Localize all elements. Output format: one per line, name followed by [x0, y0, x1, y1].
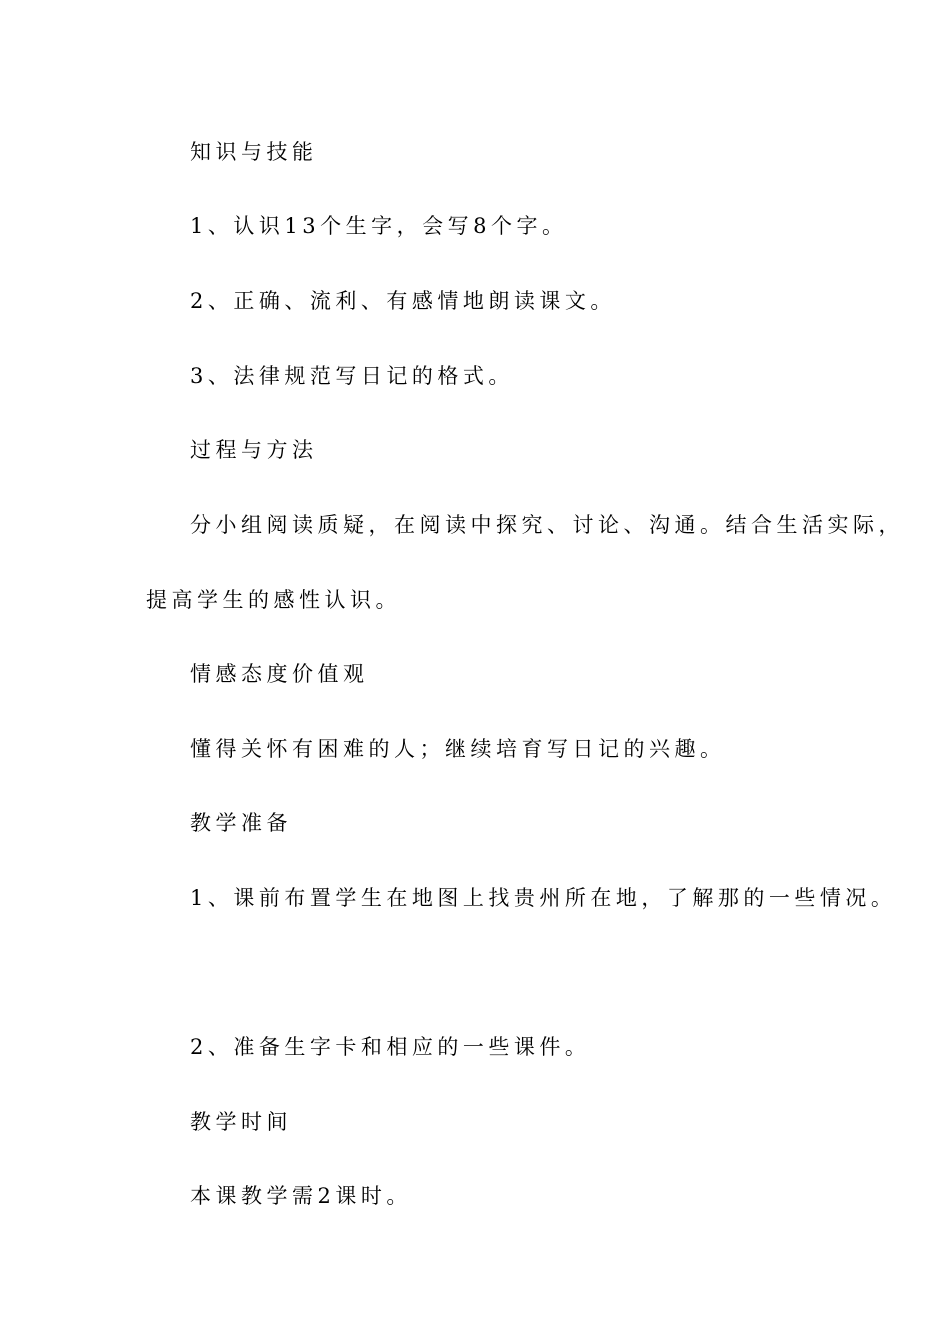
paragraph-line: 提高学生的感性认识。 [146, 588, 401, 612]
section-heading-teaching-time: 教学时间 [190, 1110, 292, 1134]
paragraph-line: 3、法律规范写日记的格式。 [190, 364, 514, 388]
paragraph-line: 分小组阅读质疑，在阅读中探究、讨论、沟通。结合生活实际， [190, 513, 904, 537]
paragraph-line: 懂得关怀有困难的人；继续培育写日记的兴趣。 [190, 737, 726, 761]
section-heading-process-method: 过程与方法 [190, 438, 318, 462]
paragraph-line: 1、认识13个生字，会写8个字。 [190, 214, 568, 238]
paragraph-line: 2、正确、流利、有感情地朗读课文。 [190, 289, 616, 313]
paragraph-line: 2、准备生字卡和相应的一些课件。 [190, 1035, 591, 1059]
paragraph-line: 本课教学需2课时。 [190, 1184, 412, 1208]
section-heading-emotion-values: 情感态度价值观 [190, 662, 369, 686]
section-heading-teaching-prep: 教学准备 [190, 811, 292, 835]
section-heading-knowledge-skills: 知识与技能 [190, 140, 318, 164]
paragraph-line: 1、课前布置学生在地图上找贵州所在地，了解那的一些情况。 [190, 886, 897, 910]
